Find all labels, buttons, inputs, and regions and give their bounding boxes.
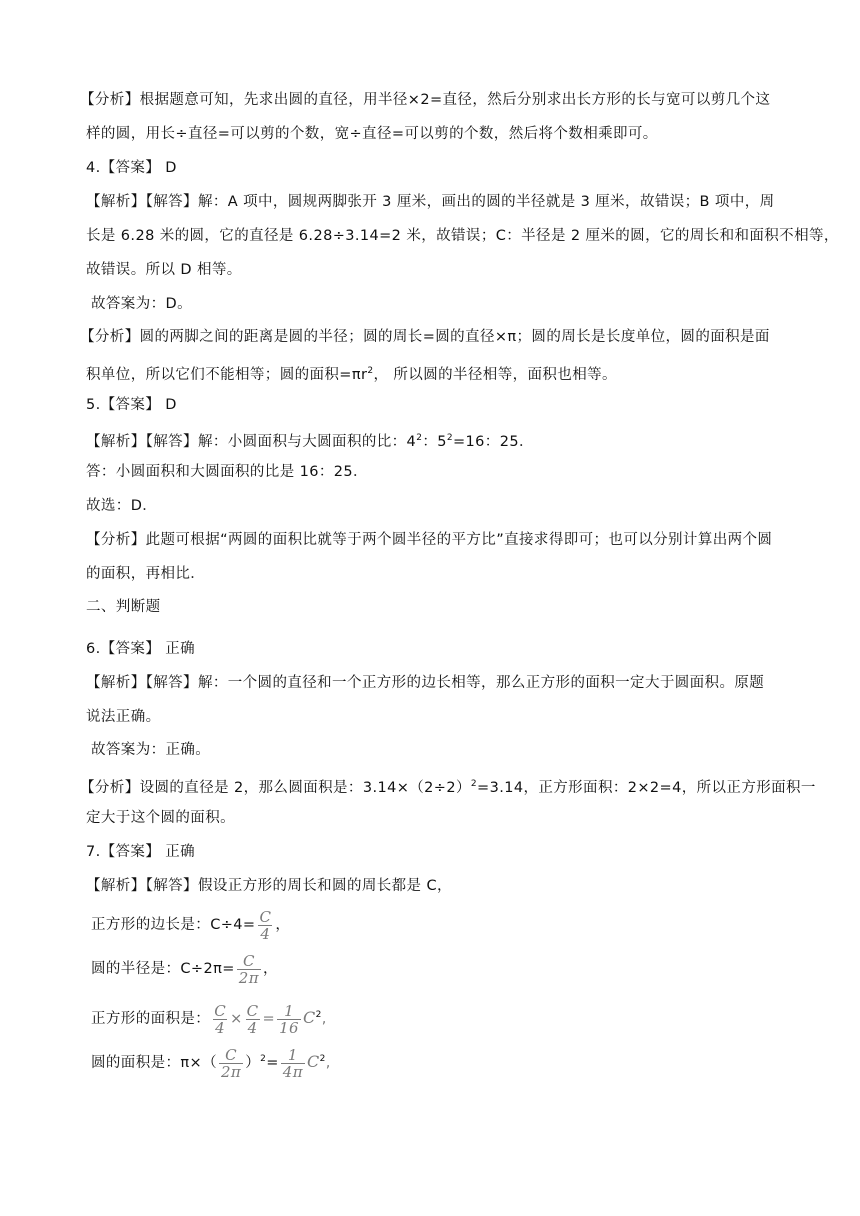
solution-q7-square-area: 正方形的面积是： $\frac{C}{4}$ × $\frac{C}{4}$ = $\frac{1}{16}$ $C^2$, [91,1001,327,1037]
analysis-q3-line2: 样的圆，用长÷直径=可以剪的个数，宽÷直径=可以剪的个数，然后将个数相乘即可。 [86,126,658,142]
solution-q5-line1: 【解析】【解答】解：小圆面积与大圆面积的比：$4^2$：$5^2=16$：25． [86,433,534,450]
answer-conclusion-q6: 故答案为：正确。 [91,742,211,758]
analysis-q6-line2: 定大于这个圆的面积。 [86,810,235,826]
answer-q5: 5.【答案】 D [86,397,177,413]
solution-q4-line2: 长是 6.28 米的圆，它的直径是 6.28÷3.14=2 米，故错误；C：半径是 2 厘米的圆，它的周长和和面积不相等， [86,228,839,244]
fraction-c-over-4: $\frac{C}{4}$ [246,1001,259,1037]
section-heading-judgment: 二、判断题 [86,599,161,615]
solution-q7-circle-area: 圆的面积是：π×（ $\frac{C}{2\pi}$ ）$^2$= $\frac{1}{4\pi}$ $C^2$, [91,1045,331,1081]
solution-q4-line1: 【解析】【解答】解：A 项中，圆规两脚张开 3 厘米，画出的圆的半径就是 3 厘米，故错误；B 项中，周 [86,194,775,210]
fraction-c-over-4: $\frac{C}{4}$ [214,1001,227,1037]
solution-q6-line1: 【解析】【解答】解：一个圆的直径和一个正方形的边长相等，那么正方形的面积一定大于圆面积。原题 [86,675,765,691]
fraction-c-over-2pi: $\frac{C}{2\pi}$ [220,1045,242,1081]
solution-q7-line1: 【解析】【解答】假设正方形的周长和圆的周长都是 C， [86,878,452,894]
analysis-q4-line2: 积单位，所以它们不能相等；圆的面积$=\pi r^2$， 所以圆的半径相等，面积也相等。 [86,366,617,383]
analysis-q3-line1: 【分析】根据题意可知，先求出圆的直径，用半径×2=直径，然后分别求出长方形的长与宽可以剪几个这 [80,92,771,108]
analysis-q4-line1: 【分析】圆的两脚之间的距离是圆的半径；圆的周长=圆的直径×π；圆的周长是长度单位，圆的面积是面 [80,329,770,345]
solution-q5-answer: 答：小圆面积和大圆面积的比是 16：25． [86,464,368,480]
solution-q7-side-length: 正方形的边长是：C÷4= $\frac{C}{4}$ ， [91,907,291,943]
fraction-1-over-16: $\frac{1}{16}$ [279,1001,299,1037]
analysis-q5-line2: 的面积，再相比． [86,566,206,582]
times-sign: × [230,1011,243,1027]
analysis-q6-line1: 【分析】设圆的直径是 2，那么圆面积是：$3.14\times(2\div 2)^2=3.14$，正方形面积：2×2=4，所以正方形面积一 [80,779,816,796]
answer-q7: 7.【答案】 正确 [86,844,196,860]
solution-q4-line3: 故错误。所以 D 相等。 [86,262,242,278]
superscript-two: 2 [367,366,374,376]
solution-q7-radius: 圆的半径是：C÷2π= $\frac{C}{2\pi}$ ， [91,951,278,987]
analysis-q5-line1: 【分析】此题可根据“两圆的面积比就等于两个圆半径的平方比”直接求得即可；也可以分别计算出两个圆 [86,532,773,548]
answer-conclusion-q4: 故答案为：D。 [91,296,192,312]
fraction-c-over-2pi: $\frac{C}{2\pi}$ [238,951,259,987]
answer-q4: 4.【答案】 D [86,160,177,176]
fraction-1-over-4pi: $\frac{1}{4\pi}$ [282,1045,303,1081]
solution-q6-line2: 说法正确。 [86,709,161,725]
solution-q5-choice: 故选：D． [86,498,158,514]
answer-q6: 6.【答案】 正确 [86,641,196,657]
fraction-c-over-4: $\frac{C}{4}$ [259,907,272,943]
